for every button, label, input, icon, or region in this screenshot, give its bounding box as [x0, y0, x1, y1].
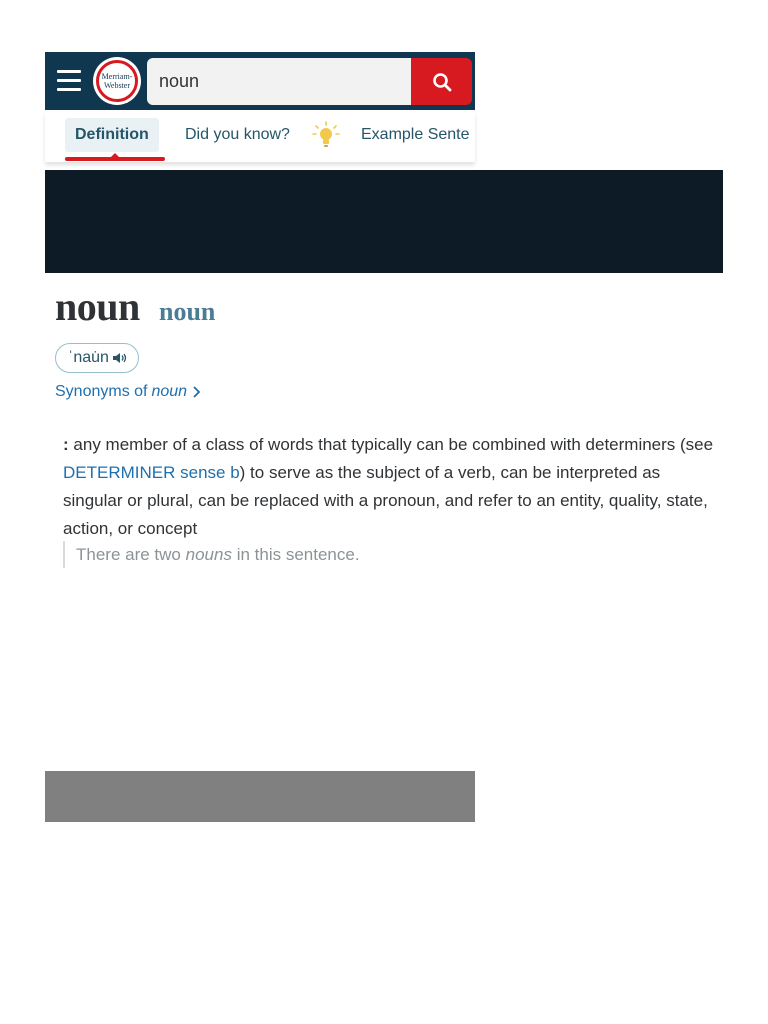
example-sentence: There are two nouns in this sentence.	[63, 541, 360, 568]
tab-example-sentences[interactable]: Example Sente	[361, 126, 470, 143]
search-input[interactable]	[147, 58, 411, 105]
determiner-cross-reference-link[interactable]: DETERMINER sense b	[63, 463, 240, 482]
headword: noun	[55, 284, 140, 329]
hamburger-icon	[57, 70, 81, 73]
definition-text: : any member of a class of words that typically can be combined with determiners (see DETERMINER sense b) to serve as the subject of a verb, can be interpreted as singular or plural, can be replaced with a pronoun, and refer to an entity, quality, state, action, or concept	[63, 435, 714, 538]
search-button[interactable]	[411, 58, 472, 105]
tab-did-you-know[interactable]: Did you know?	[185, 126, 290, 143]
section-tabs	[45, 112, 475, 162]
tab-definition[interactable]: Definition	[65, 118, 159, 152]
header-bar	[45, 52, 475, 110]
menu-button[interactable]	[57, 70, 81, 92]
pronunciation-text: ˈnau̇n	[68, 349, 109, 366]
pronunciation-button[interactable]	[55, 343, 139, 373]
merriam-webster-logo[interactable]: Merriam- Webster	[93, 57, 141, 105]
ad-placeholder	[45, 771, 475, 822]
chevron-right-icon	[191, 385, 201, 399]
ad-banner	[45, 170, 723, 273]
part-of-speech[interactable]: noun	[159, 297, 216, 326]
active-tab-indicator	[65, 157, 165, 161]
magnifier-icon	[432, 72, 452, 92]
speaker-icon	[112, 351, 128, 365]
lightbulb-icon	[311, 120, 341, 150]
synonyms-link[interactable]: Synonyms of noun	[55, 383, 201, 401]
